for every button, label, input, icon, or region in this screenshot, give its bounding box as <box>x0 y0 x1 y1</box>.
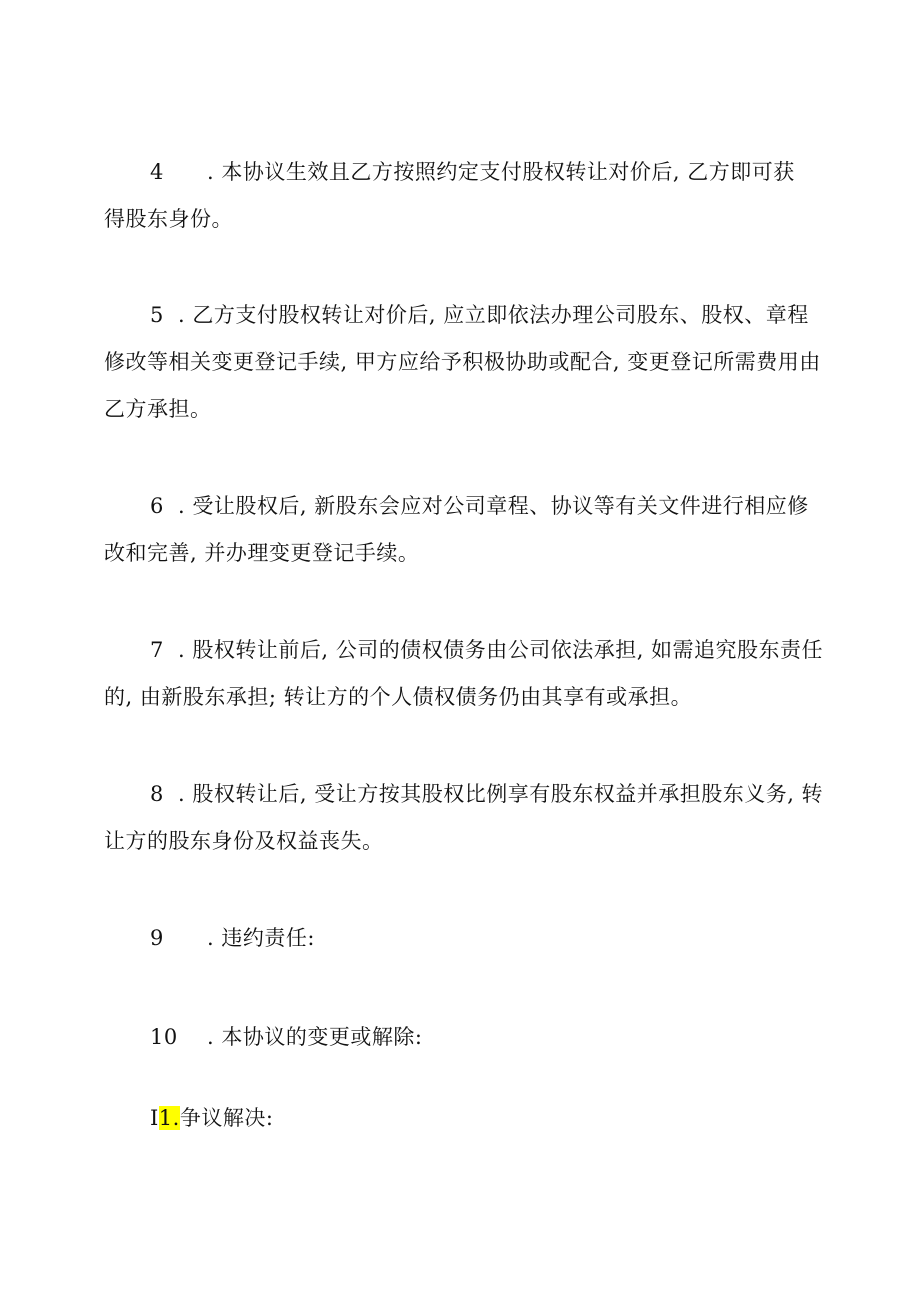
item-7-line-2: 的, 由新股东承担; 转让方的个人债权债务仍由其享有或承担。 <box>104 685 693 709</box>
item-number: 8 <box>150 782 164 806</box>
item-text: 争议解决: <box>179 1106 274 1130</box>
item-10-line <box>150 1023 422 1051</box>
item-text: . 违约责任: <box>207 926 315 950</box>
item-number: 4 <box>150 160 164 184</box>
item-text: . 股权转让前后, 公司的债权债务由公司依法承担, 如需追究股东责任 <box>178 638 824 662</box>
item-7-first-line <box>150 636 823 664</box>
item-11-line <box>150 1104 273 1132</box>
item-5-line-3: 乙方承担。 <box>104 397 212 421</box>
item-5-line-2: 修改等相关变更登记手续, 甲方应给予积极协助或配合, 变更登记所需费用由 <box>104 350 821 374</box>
item-text: . 本协议的变更或解除: <box>207 1025 423 1049</box>
item-number: 5 <box>150 303 164 327</box>
item-text: . 本协议生效且乙方按照约定支付股权转让对价后, 乙方即可获 <box>207 160 795 184</box>
item-6-line-2: 改和完善, 并办理变更登记手续。 <box>104 541 420 565</box>
item-number: 7 <box>150 638 164 662</box>
item-8-line-2: 让方的股东身份及权益丧失。 <box>104 829 384 853</box>
item-4-line-2: 得股东身份。 <box>104 207 233 231</box>
item-text: . 股权转让后, 受让方按其股权比例享有股东权益并承担股东义务, 转 <box>178 782 824 806</box>
item-6-first-line <box>150 492 809 520</box>
item-5-first-line <box>150 301 809 329</box>
item-prefix: I <box>150 1106 159 1130</box>
item-9-line <box>150 924 315 952</box>
item-text: . 受让股权后, 新股东会应对公司章程、协议等有关文件进行相应修 <box>178 494 809 518</box>
item-number: 10 <box>150 1025 178 1049</box>
item-8-first-line <box>150 780 823 808</box>
item-number: 9 <box>150 926 164 950</box>
item-4-first-line <box>150 158 795 186</box>
highlighted-number: 1. <box>158 1106 180 1130</box>
item-text: . 乙方支付股权转让对价后, 应立即依法办理公司股东、股权、章程 <box>178 303 809 327</box>
item-number: 6 <box>150 494 164 518</box>
